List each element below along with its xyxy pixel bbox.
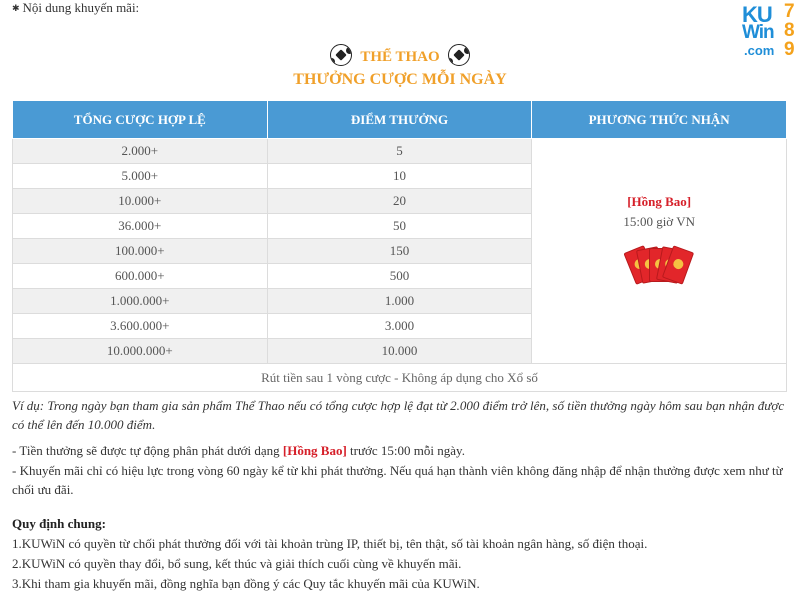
table-header-row <box>13 101 787 139</box>
receive-time: 15:00 giờ VN <box>623 214 695 229</box>
points-cell: 10.000 <box>267 339 532 364</box>
points-cell: 5 <box>267 139 532 164</box>
rule-item: 2.KUWiN có quyền thay đổi, bổ sung, kết thúc và giải thích cuối cùng về khuyến mãi. <box>12 556 462 571</box>
header-reward-points: ĐIỂM THƯỞNG <box>267 101 532 139</box>
category-label: THỂ THAO <box>360 49 440 65</box>
promo-subtitle: THƯỞNG CƯỢC MỖI NGÀY <box>293 71 507 88</box>
bet-cell: 1.000.000+ <box>13 289 268 314</box>
table-note-row <box>13 364 787 392</box>
bet-cell: 600.000+ <box>13 264 268 289</box>
header-receive-method: PHƯƠNG THỨC NHẬN <box>532 101 787 139</box>
validity-note: - Khuyến mãi chỉ có hiệu lực trong vòng 60 ngày kể từ khi phát thưởng. Nếu quá hạn thành viên không đăng nhập để nhận thưởng được xem như từ chối ưu đãi. <box>12 463 783 497</box>
general-rules-title: Quy định chung: <box>12 516 106 531</box>
distribution-note <box>12 441 788 460</box>
red-envelopes-icon <box>627 242 691 290</box>
logo-digit-7: 7 <box>784 1 795 22</box>
logo-digit-9: 9 <box>784 39 795 60</box>
bet-cell: 36.000+ <box>13 214 268 239</box>
points-cell: 50 <box>267 214 532 239</box>
logo-win: Win <box>742 22 774 43</box>
bet-cell: 10.000.000+ <box>13 339 268 364</box>
table-note: Rút tiền sau 1 vòng cược - Không áp dụng cho Xổ số <box>13 364 787 392</box>
rule-item: 3.Khi tham gia khuyến mãi, đồng nghĩa bạn đồng ý các Quy tắc khuyến mãi của KUWiN. <box>12 576 480 591</box>
rule-item: 1.KUWiN có quyền từ chối phát thưởng đối với tài khoản trùng IP, thiết bị, tên thật, số tài khoản ngân hàng, số điện thoại. <box>12 536 648 551</box>
points-cell: 1.000 <box>267 289 532 314</box>
bet-cell: 10.000+ <box>13 189 268 214</box>
intro-label: Nội dung khuyến mãi: <box>22 0 140 15</box>
logo-ku: KU <box>742 2 772 27</box>
bet-cell: 5.000+ <box>13 164 268 189</box>
promo-intro <box>12 0 139 16</box>
points-cell: 20 <box>267 189 532 214</box>
reward-table <box>12 100 787 392</box>
example-text: Ví dụ: Trong ngày bạn tham gia sản phẩm Thể Thao nếu có tổng cược hợp lệ đạt từ 2.000 điểm trở lên, số tiền thưởng ngày hôm sau bạn nhận được có thể lên đến 10.000 điểm. <box>12 398 785 432</box>
header-total-bet: TỔNG CƯỢC HỢP LỆ <box>13 101 268 139</box>
hong-bao-label: [Hồng Bao] <box>627 194 692 209</box>
receive-method-cell <box>532 139 787 364</box>
table-row <box>13 139 787 164</box>
asterisk-icon: ✱ <box>12 3 20 13</box>
bet-cell: 100.000+ <box>13 239 268 264</box>
logo-com: .com <box>744 43 775 58</box>
promo-category-title <box>0 44 800 66</box>
points-cell: 3.000 <box>267 314 532 339</box>
points-cell: 500 <box>267 264 532 289</box>
distribution-text-before: - Tiền thưởng sẽ được tự động phân phát dưới dạng <box>12 443 283 458</box>
logo-digit-8: 8 <box>784 20 795 41</box>
points-cell: 150 <box>267 239 532 264</box>
distribution-text-after: trước 15:00 mỗi ngày. <box>346 443 465 458</box>
hong-bao-highlight: [Hồng Bao] <box>282 443 347 458</box>
soccer-ball-icon <box>448 44 470 66</box>
bet-cell: 3.600.000+ <box>13 314 268 339</box>
points-cell: 10 <box>267 164 532 189</box>
soccer-ball-icon <box>330 44 352 66</box>
bet-cell: 2.000+ <box>13 139 268 164</box>
